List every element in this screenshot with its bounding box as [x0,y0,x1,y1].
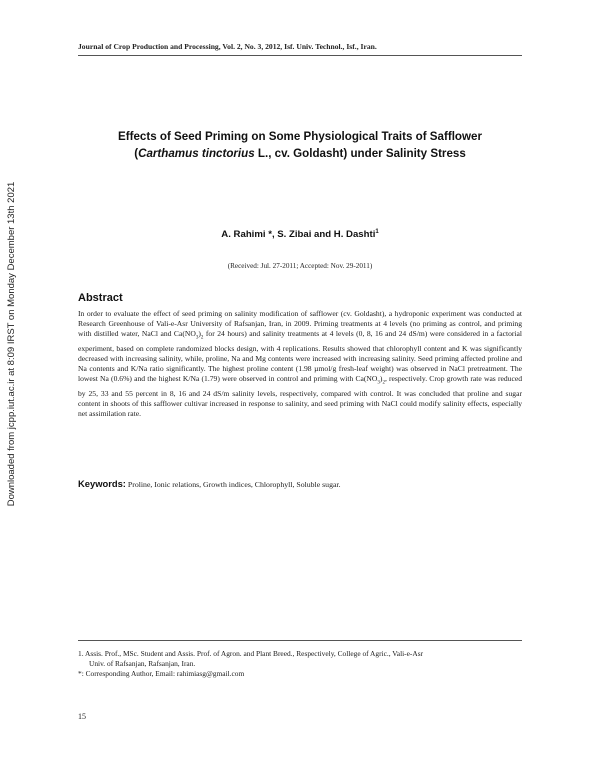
title-paren-open: ( [134,147,139,160]
abstract-part-5: , respectively. Crop growth rate was reduced by 25, 33 and 55 percent in 8, 16 and 24 dS/m salinity levels, respectively, compared with control. It was concluded that proline and sugar content in shoots of this safflower cultivar increased in response to salinity, and seed priming with NaCl could modify salinity effects, especially net assimilation rate. [78,374,522,418]
footnotes [78,649,522,679]
author-names: A. Rahimi *, S. Zibai and H. Dashti [221,229,376,241]
abstract-sub-4: 2 [382,380,385,386]
abstract-heading: Abstract [78,292,123,304]
author-affiliation-mark: 1 [375,229,379,235]
abstract-body [78,309,522,419]
footnote-affiliation-line-1: 1. Assis. Prof., MSc. Student and Assis. Prof. of Agron. and Plant Breed., Respectively, College of Agric., Vali-e-Asr [78,649,424,658]
footnote-affiliation-line-2: Univ. of Rafsanjan, Rafsanjan, Iran. [89,659,196,668]
page-number: 15 [78,712,86,721]
received-dates: (Received: Jul. 27-2011; Accepted: Nov. 29-2011) [227,262,373,270]
keywords [78,478,522,489]
abstract-part-3: for 24 hours) and salinity treatments at 4 levels (0, 8, 16 and 24 dS/m) were considered in a factorial experiment, based on complete randomized blocks design, with 4 replications. Results showed that chlorophyll content and K was significantly decreased with increasing salinity, while, proline, Na and Mg contents were increased with increasing salinity. Seed priming affected proline and Na contents and K/Na ratio significantly. The highest proline content (1.98 µmol/g fresh-leaf weight) was observed in NaCl pretreatment. The lowest Na (0.6%) and the highest K/Na (1.79) were observed in control and priming with Ca(NO [78,329,522,384]
title-line-1: Effects of Seed Priming on Some Physiological Traits of Safflower [118,130,482,143]
title-line-2-rest: L., cv. Goldasht) under Salinity Stress [254,147,466,160]
abstract-sub-3: 3 [377,380,380,386]
journal-header: Journal of Crop Production and Processing, Vol. 2, No. 3, 2012, Isf. Univ. Technol., Isf., Iran. [78,42,377,51]
abstract-sub-1: 3 [195,335,199,341]
download-watermark: Downloaded from jcpp.iut.ac.ir at 8:09 IRST on Monday December 13th 2021 [6,181,17,507]
paper-title [78,128,522,162]
abstract-part-1: In order to evaluate the effect of seed priming on salinity modification of safflower (cv. Goldasht), a hydroponic experiment was conducted at Research Greenhouse of Vali-e-Asr University of Rafsanjan, Iran, in 2009. Priming treatments at 4 levels (no priming as control, and priming with distilled water, NaCl and Ca(NO [78,309,522,339]
title-species: Carthamus tinctorius [138,147,255,160]
footnote-corresponding-author: *: Corresponding Author, Email: rahimiasg@gmail.com [78,669,245,678]
header-rule [78,55,522,56]
footnote-rule [78,640,522,641]
abstract-sub-2: 2 [200,335,204,341]
authors [78,229,522,240]
abstract-part-4: ) [379,374,383,384]
keywords-label: Keywords: [78,478,126,489]
title-line-2 [78,145,522,162]
keywords-text: Proline, Ionic relations, Growth indices, Chlorophyll, Soluble sugar. [125,480,341,489]
abstract-part-2: ) [198,329,201,339]
